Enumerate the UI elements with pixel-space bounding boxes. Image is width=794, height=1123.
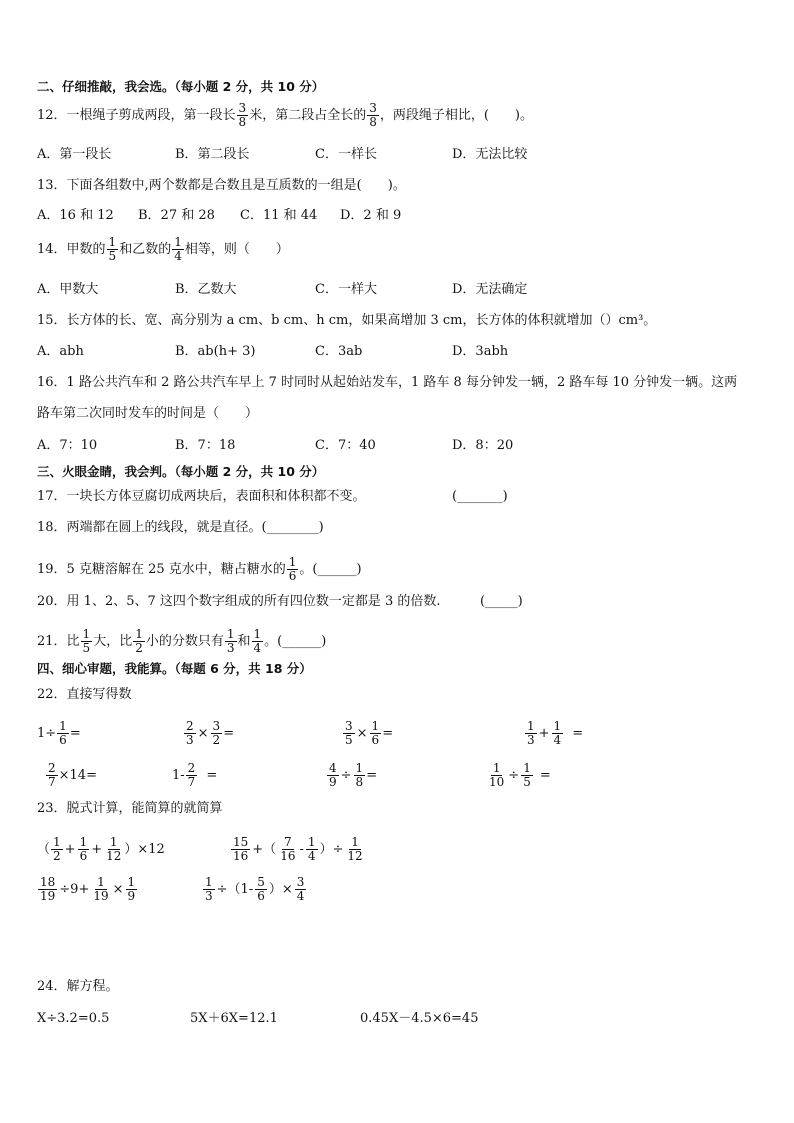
question-21: 21．比 $\frac{1}{5}$ 大，比 $\frac{1}{2}$ 小的分数只有 $\frac{1}{3}$ 和 $\frac{1}{4}$ 。(______)	[37, 627, 327, 655]
q13-option-a: A．16 和 12	[37, 208, 114, 223]
q14-option-a: A．甲数大	[37, 282, 99, 297]
question-16-line-2: 路车第二次同时发车的时间是（ ）	[37, 406, 259, 421]
section-3-title: 三、火眼金睛，我会判。（每小题 2 分，共 10 分）	[37, 464, 325, 479]
section-2-title: 二、仔细推敲，我会选。（每小题 2 分，共 10 分）	[37, 79, 325, 94]
q12-option-a: A．第一段长	[37, 147, 112, 162]
fraction: $\frac{3}{8}$	[369, 101, 377, 129]
q14-option-c: C．一样大	[315, 282, 377, 297]
question-18: 18．两端都在圆上的线段，就是直径。(________)	[37, 520, 324, 535]
q12-option-d: D．无法比较	[452, 147, 528, 162]
q22-expr-8: $\frac{1}{10}$ ÷ $\frac{1}{5}$ =	[489, 761, 551, 789]
q22-expr-3: $\frac{3}{5}$ × $\frac{1}{6}$ =	[345, 719, 394, 747]
question-16-line-1: 16．1 路公共汽车和 2 路公共汽车早上 7 时同时从起始站发车，1 路车 8 每分钟发一辆，2 路车每 10 分钟发一辆。这两	[37, 375, 738, 390]
fraction: $\frac{1}{3}$	[226, 627, 235, 655]
question-20: 20．用 1、2、5、7 这四个数字组成的所有四位数一定都是 3 的倍数.	[37, 594, 441, 609]
q22-expr-6: 1- $\frac{2}{7}$ =	[172, 761, 218, 789]
q16-option-b: B．7：18	[175, 438, 236, 453]
q22-expr-5: $\frac{2}{7}$ ×14=	[48, 761, 97, 789]
q15-option-a: A．abh	[37, 344, 84, 359]
q14-option-d: D．无法确定	[452, 282, 528, 297]
q15-option-b: B．ab(h+ 3)	[175, 344, 256, 359]
question-19: 19．5 克糖溶解在 25 克水中，糖占糖水的 $\frac{1}{6}$ 。(______)	[37, 555, 362, 583]
question-22-title: 22．直接写得数	[37, 687, 132, 702]
question-14: 14．甲数的 $\frac{1}{5}$ 和乙数的 $\frac{1}{4}$ 相等，则（ ）	[37, 235, 289, 263]
q15-option-d: D．3abh	[452, 344, 509, 359]
q16-option-d: D．8：20	[452, 438, 514, 453]
q16-option-c: C．7：40	[315, 438, 376, 453]
q15-option-c: C．3ab	[315, 344, 363, 359]
q22-expr-1: 1÷ $\frac{1}{6}$ =	[37, 719, 81, 747]
section-4-title: 四、细心审题，我能算。（每题 6 分，共 18 分）	[37, 661, 312, 676]
q24-equation-2: 5X＋6X=12.1	[190, 1011, 278, 1026]
q23-expr-2: $\frac{15}{16}$ +（ $\frac{7}{16}$ - $\frac{1}{4}$ ）÷ $\frac{1}{12}$	[233, 835, 363, 863]
question-17: 17．一块长方体豆腐切成两块后，表面积和体积都不变。	[37, 489, 366, 504]
q17-answer-blank: (_______)	[452, 489, 508, 504]
fraction: $\frac{1}{4}$	[174, 235, 182, 263]
question-24-title: 24．解方程。	[37, 979, 119, 994]
question-13: 13．下面各组数中,两个数都是合数且是互质数的一组是( )。	[37, 178, 406, 193]
q14-option-b: B．乙数大	[175, 282, 237, 297]
question-23-title: 23．脱式计算，能简算的就简算	[37, 801, 223, 816]
q23-expr-1: （ $\frac{1}{2}$ + $\frac{1}{6}$ + $\frac{1}{12}$ ）×12	[37, 835, 165, 863]
question-12: 12．一根绳子剪成两段，第一段长 $\frac{3}{8}$ 米，第二段占全长的 $\frac{3}{8}$ ，两段绳子相比，( )。	[37, 101, 533, 129]
q13-option-c: C．11 和 44	[240, 208, 318, 223]
q24-equation-3: 0.45X－4.5×6=45	[360, 1011, 479, 1026]
fraction: $\frac{1}{6}$	[288, 555, 297, 583]
q12-option-b: B．第二段长	[175, 147, 250, 162]
fraction: $\frac{1}{5}$	[82, 627, 91, 655]
q20-answer-blank: (_____)	[480, 594, 523, 609]
q22-expr-2: $\frac{2}{3}$ × $\frac{3}{2}$ =	[186, 719, 235, 747]
fraction: $\frac{3}{8}$	[238, 101, 247, 129]
q13-option-b: B．27 和 28	[138, 208, 215, 223]
fraction: $\frac{1}{4}$	[253, 627, 262, 655]
q12-option-c: C．一样长	[315, 147, 377, 162]
q23-expr-3: $\frac{18}{19}$ ÷9+ $\frac{1}{19}$ × $\frac{1}{9}$	[40, 875, 136, 903]
q24-equation-1: X÷3.2=0.5	[37, 1011, 110, 1026]
q22-expr-7: $\frac{4}{9}$ ÷ $\frac{1}{8}$ =	[329, 761, 378, 789]
fraction: $\frac{1}{2}$	[135, 627, 143, 655]
fraction: $\frac{1}{5}$	[108, 235, 117, 263]
q22-expr-4: $\frac{1}{3}$ + $\frac{1}{4}$ =	[527, 719, 584, 747]
question-15: 15．长方体的长、宽、高分别为 a cm、b cm、h cm，如果高增加 3 cm，长方体的体积就增加（）cm³。	[37, 313, 657, 328]
q16-option-a: A．7：10	[37, 438, 98, 453]
q13-option-d: D．2 和 9	[340, 208, 402, 223]
q23-expr-4: $\frac{1}{3}$ ÷（1- $\frac{5}{6}$ ）× $\frac{3}{4}$	[205, 875, 305, 903]
